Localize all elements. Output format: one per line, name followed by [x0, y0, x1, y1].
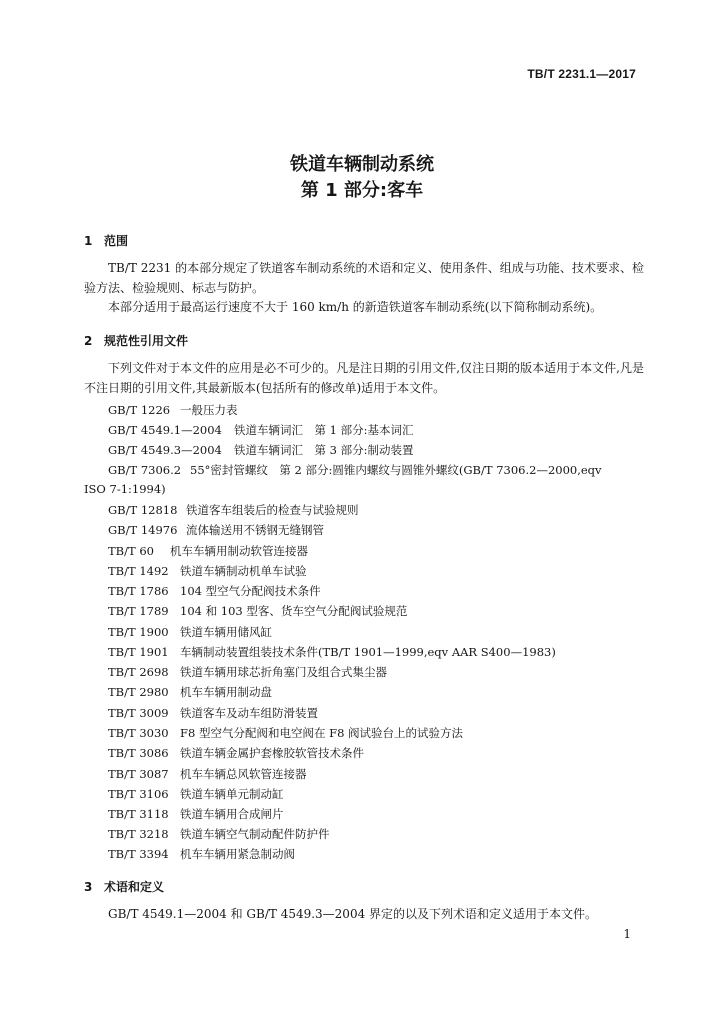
reference-item: TB/T 3030 F8 型空气分配阀和电空阀在 F8 阀试验台上的试验方法: [108, 726, 464, 740]
reference-item: TB/T 1789 104 和 103 型客、货车空气分配阀试验规范: [108, 604, 408, 618]
section-1-paragraph-2: 本部分适用于最高运行速度不大于 160 km/h 的新造铁道客车制动系统(以下简称制动系统)。: [108, 300, 603, 314]
document-code: TB/T 2231.1—2017: [527, 67, 636, 81]
reference-item: TB/T 3394 机车车辆用紧急制动阀: [108, 847, 295, 861]
reference-item: TB/T 3106 铁道车辆单元制动缸: [108, 787, 284, 801]
reference-item: GB/T 7306.2 55°密封管螺纹 第 2 部分:圆锥内螺纹与圆锥外螺纹(GB/T 7306.2—2000,eqv: [108, 463, 602, 477]
section-1-number: 1: [84, 234, 93, 248]
reference-item: GB/T 1226 一般压力表: [108, 403, 238, 417]
reference-item: TB/T 3086 铁道车辆金属护套橡胶软管技术条件: [108, 746, 364, 760]
reference-item: GB/T 12818 铁道客车组装后的检查与试验规则: [108, 503, 359, 517]
document-title: 铁道车辆制动系统: [290, 154, 434, 175]
reference-item: TB/T 3087 机车车辆总风软管连接器: [108, 767, 307, 781]
reference-item: TB/T 3218 铁道车辆空气制动配件防护件: [108, 827, 330, 841]
reference-item: TB/T 3009 铁道客车及动车组防滑装置: [108, 706, 318, 720]
section-3-heading: [84, 878, 164, 895]
document-subtitle: 第 1 部分:客车: [300, 180, 424, 201]
reference-item: TB/T 2980 机车车辆用制动盘: [108, 685, 272, 699]
reference-item: TB/T 1786 104 型空气分配阀技术条件: [108, 584, 321, 598]
reference-item: TB/T 60 机车车辆用制动软管连接器: [108, 544, 308, 558]
section-1-paragraph-1: TB/T 2231 的本部分规定了铁道客车制动系统的术语和定义、使用条件、组成与功能、技术要求、检验方法、检验规则、标志与防护。: [84, 261, 644, 295]
reference-item: GB/T 14976 流体输送用不锈钢无缝钢管: [108, 523, 324, 537]
section-3-number: 3: [84, 880, 93, 894]
section-2-number: 2: [84, 334, 93, 348]
section-1-heading: [84, 232, 128, 249]
reference-item: TB/T 1492 铁道车辆制动机单车试验: [108, 564, 307, 578]
reference-item: TB/T 1900 铁道车辆用储风缸: [108, 625, 272, 639]
reference-item: TB/T 2698 铁道车辆用球芯折角塞门及组合式集尘器: [108, 665, 387, 679]
section-3-title: 术语和定义: [104, 880, 165, 894]
section-1-title: 范围: [104, 234, 129, 248]
reference-item-continuation: ISO 7-1:1994): [84, 482, 166, 496]
section-2-title: 规范性引用文件: [104, 334, 189, 348]
reference-item: GB/T 4549.1—2004 铁道车辆词汇 第 1 部分:基本词汇: [108, 423, 414, 437]
reference-item: GB/T 4549.3—2004 铁道车辆词汇 第 3 部分:制动装置: [108, 443, 414, 457]
section-3-paragraph-1: GB/T 4549.1—2004 和 GB/T 4549.3—2004 界定的以及下列术语和定义适用于本文件。: [108, 907, 598, 921]
reference-item: TB/T 3118 铁道车辆用合成闸片: [108, 807, 284, 821]
page-number: 1: [623, 927, 631, 941]
reference-item: TB/T 1901 车辆制动装置组装技术条件(TB/T 1901—1999,eqv AAR S400—1983): [108, 645, 556, 659]
section-2-paragraph-1: 下列文件对于本文件的应用是必不可少的。凡是注日期的引用文件,仅注日期的版本适用于本文件,凡是不注日期的引用文件,其最新版本(包括所有的修改单)适用于本文件。: [84, 361, 644, 395]
section-2-heading: [84, 332, 188, 349]
